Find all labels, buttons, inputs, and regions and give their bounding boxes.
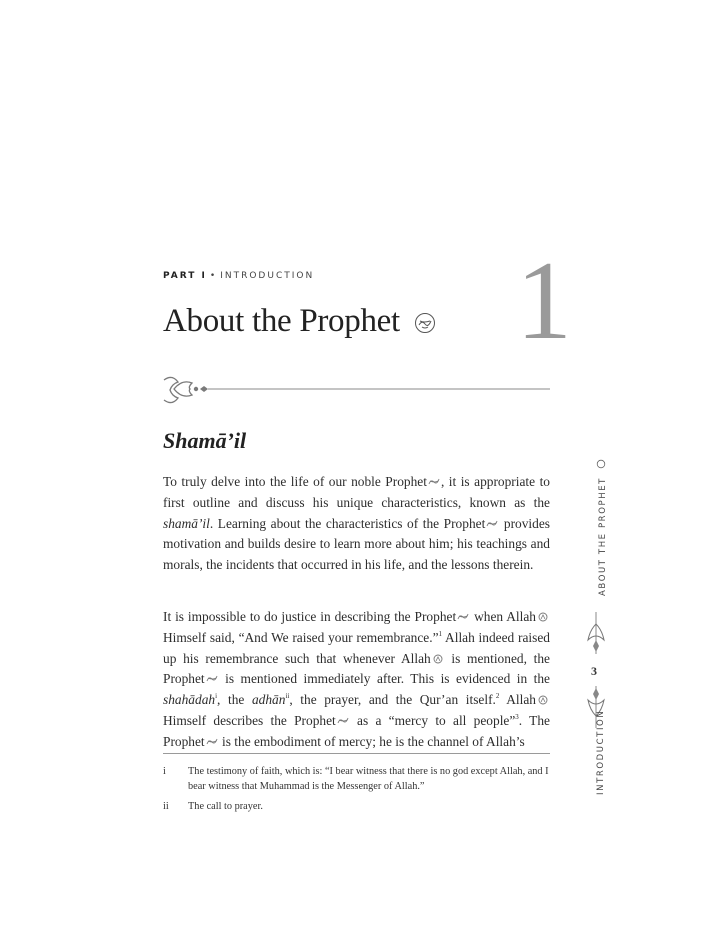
text-run: Himself said, “And We raised your remembrance.”: [163, 629, 439, 645]
section-heading: Shamā’il: [163, 428, 247, 453]
text-run: is mentioned, the Prophet: [163, 650, 550, 687]
endnote-ref[interactable]: 2: [495, 692, 500, 701]
text-run: , it is appropriate to first outline and discuss his unique characteristics, known as the: [163, 474, 550, 510]
italic-term: shahādah: [163, 692, 216, 708]
allah-honorific-icon: [537, 612, 549, 622]
text-run: provides motivation and builds desire to learn more about him; his teachings and morals, the incidents that occurred in his life, and the lessons therein.: [163, 515, 550, 573]
paragraph-2: [163, 607, 550, 753]
honorific-icon: [206, 674, 218, 684]
text-run: as a “mercy to all people”: [349, 712, 516, 728]
text-run: is mentioned immediately after. This is evidenced in the: [218, 671, 550, 687]
part-label: [163, 271, 314, 281]
paragraph-1: [163, 472, 550, 576]
honorific-glyph-icon: [414, 312, 436, 334]
honorific-icon: [337, 716, 349, 726]
text-run: It is impossible to do justice in describing the Prophet: [163, 609, 457, 624]
footnote-divider: [163, 753, 550, 754]
flourish-divider-icon: [160, 372, 552, 408]
allah-honorific-icon: [537, 695, 549, 705]
text-run: . Learning about the characteristics of the Prophet: [209, 515, 486, 531]
text-run: To truly delve into the life of our noble Prophet: [163, 474, 427, 489]
honorific-icon: [428, 477, 440, 487]
footnote-text: The testimony of faith, which is: “I bear witness that there is no god except Allah, and I bear witness that Muhammad is the Messenger of Allah.”: [188, 766, 549, 792]
text-run: , the: [217, 692, 252, 708]
part-number: PART I: [163, 271, 207, 281]
running-head-chapter-label: ABOUT THE PROPHET: [598, 477, 608, 596]
footnote-ref[interactable]: i: [215, 692, 218, 701]
part-name: INTRODUCTION: [220, 271, 315, 281]
allah-honorific-icon: [432, 654, 444, 664]
footnote-mark: ii: [163, 801, 169, 812]
text-run: Allah: [499, 692, 536, 708]
chapter-number: 1: [516, 239, 572, 363]
text-run: is the embodiment of mercy; he is the channel of Allah’s: [218, 733, 525, 749]
italic-term: adhān: [251, 692, 286, 708]
footnote-ref[interactable]: ii: [285, 692, 290, 701]
text-run: Allah indeed raised up his remembrance such that whenever Allah: [163, 629, 550, 666]
italic-term: shamā’il: [163, 515, 210, 531]
footnote-1: [163, 765, 550, 794]
side-ornament-top-icon: [585, 610, 607, 656]
text-run: when Allah: [470, 609, 536, 624]
footnote-text: The call to prayer.: [188, 801, 263, 812]
part-separator: •: [209, 271, 218, 281]
text-run: . The Prophet: [163, 712, 550, 749]
running-head-chapter: [596, 459, 608, 596]
chapter-title: About the Prophet: [163, 303, 400, 339]
footnote-mark: i: [163, 766, 166, 777]
running-head-part: INTRODUCTION: [596, 709, 606, 795]
chapter-title-block: [163, 303, 436, 340]
honorific-icon: [457, 612, 469, 622]
endnote-ref[interactable]: 1: [438, 629, 443, 638]
text-run: , the prayer, and the Qur’an itself.: [289, 692, 496, 708]
endnote-ref[interactable]: 3: [515, 712, 519, 721]
honorific-small-icon: [596, 459, 606, 469]
page-number: 3: [591, 664, 597, 678]
honorific-icon: [206, 737, 218, 747]
text-run: Himself describes the Prophet: [163, 712, 336, 728]
honorific-icon: [486, 519, 498, 529]
footnote-2: [163, 800, 550, 815]
